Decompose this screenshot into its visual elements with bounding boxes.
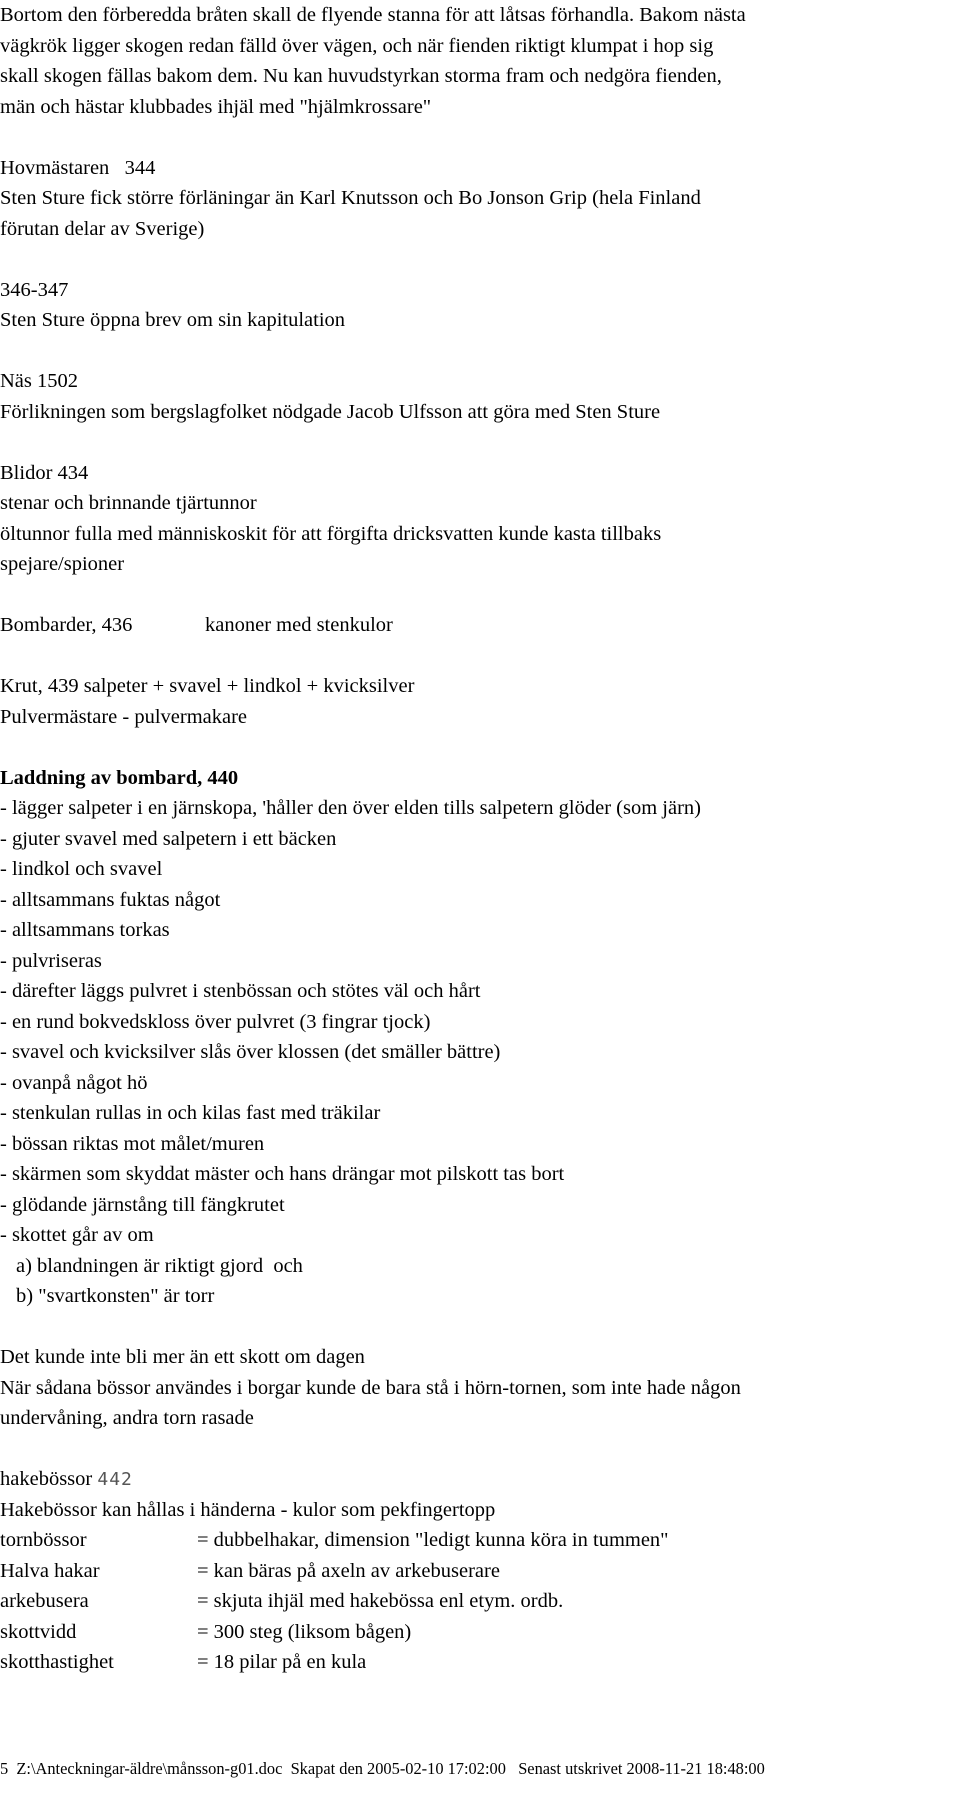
section-heading: Laddning av bombard, 440 bbox=[0, 766, 239, 789]
definition-value: = 300 steg (liksom bågen) bbox=[197, 1620, 412, 1643]
definition-row bbox=[0, 1525, 958, 1556]
text-line: förutan delar av Sverige) bbox=[0, 217, 205, 240]
text-line: Sten Sture öppna brev om sin kapitulation bbox=[0, 309, 346, 331]
footer-page-number: 5 bbox=[0, 1759, 9, 1778]
definition-row bbox=[0, 1586, 958, 1617]
text-line: stenar och brinnande tjärtunnor bbox=[0, 492, 257, 514]
list-item: - glödande järnstång till fängkrutet bbox=[0, 1193, 285, 1216]
definition-row bbox=[0, 1647, 958, 1678]
definition-term: tornbössor bbox=[0, 1529, 87, 1551]
definition-term: skottvidd bbox=[0, 1620, 77, 1643]
blidor-section bbox=[0, 458, 958, 580]
list-item: - lindkol och svavel bbox=[0, 858, 163, 880]
text-line: Förlikningen som bergslagfolket nödgade Jacob Ulfsson att göra med Sten Sture bbox=[0, 400, 661, 423]
text-line: öltunnor fulla med människoskit för att förgifta dricksvatten kunde kasta tillbaks bbox=[0, 522, 662, 545]
list-item: - skärmen som skyddat mäster och hans drängar mot pilskott tas bort bbox=[0, 1163, 565, 1185]
bombarder-line bbox=[0, 610, 958, 641]
footer-created: Skapat den 2005-02-10 17:02:00 bbox=[290, 1759, 506, 1778]
text-line: Bortom den förberedda bråten skall de flyende stanna för att låtsas förhandla. Bakom nästa bbox=[0, 4, 746, 26]
text-line: Hakebössor kan hållas i händerna - kulor som pekfingertopp bbox=[0, 1498, 496, 1521]
section-heading: Blidor 434 bbox=[0, 461, 89, 484]
section-heading: Hovmästaren 344 bbox=[0, 156, 156, 179]
hakebossor-heading bbox=[0, 1464, 958, 1495]
list-item: - stenkulan rullas in och kilas fast med träkilar bbox=[0, 1102, 381, 1124]
brev-section bbox=[0, 275, 958, 336]
hovmastaren-section bbox=[0, 153, 958, 245]
text-line: Krut, 439 salpeter + svavel + lindkol + kvicksilver bbox=[0, 675, 415, 697]
skott-section bbox=[0, 1342, 958, 1434]
list-item: - lägger salpeter i en järnskopa, 'håller den över elden tills salpetern glöder (som järn) bbox=[0, 797, 702, 819]
bombarder-section bbox=[0, 610, 958, 641]
krut-section bbox=[0, 671, 958, 732]
list-item: - svavel och kvicksilver slås över klossen (det smäller bättre) bbox=[0, 1041, 501, 1063]
list-item: - en rund bokvedskloss över pulvret (3 fingrar tjock) bbox=[0, 1010, 431, 1033]
list-item: - pulvriseras bbox=[0, 949, 102, 972]
text-line: När sådana bössor användes i borgar kunde de bara stå i hörn-tornen, som inte hade någon bbox=[0, 1376, 741, 1399]
definition-value: = skjuta ihjäl med hakebössa enl etym. ordb. bbox=[197, 1590, 564, 1612]
definition-term: skotthastighet bbox=[0, 1651, 114, 1673]
list-item: - alltsammans fuktas något bbox=[0, 888, 221, 911]
section-heading: Näs 1502 bbox=[0, 370, 79, 392]
text-line: män och hästar klubbades ihjäl med "hjälmkrossare" bbox=[0, 95, 432, 118]
list-item: - ovanpå något hö bbox=[0, 1071, 148, 1094]
intro-paragraph bbox=[0, 0, 958, 122]
text-line: vägkrök ligger skogen redan fälld över vägen, och när fienden riktigt klumpat i hop sig bbox=[0, 34, 714, 57]
definition-value: = dubbelhakar, dimension "ledigt kunna köra in tummen" bbox=[197, 1529, 669, 1551]
hakebossor-section bbox=[0, 1464, 958, 1678]
footer-printed: Senast utskrivet 2008-11-21 18:48:00 bbox=[518, 1759, 765, 1778]
definition-row bbox=[0, 1556, 958, 1587]
definition-term: Halva hakar bbox=[0, 1559, 100, 1582]
text-line: Det kunde inte bli mer än ett skott om dagen bbox=[0, 1346, 365, 1368]
bombarder-desc: kanoner med stenkulor bbox=[205, 614, 393, 636]
nas-section bbox=[0, 366, 958, 427]
text-line: Sten Sture fick större förläningar än Karl Knutsson och Bo Jonson Grip (hela Finland bbox=[0, 187, 701, 209]
page-footer bbox=[0, 1758, 960, 1780]
laddning-section bbox=[0, 763, 958, 1312]
text-line: spejare/spioner bbox=[0, 553, 125, 575]
list-item: - därefter läggs pulvret i stenbössan och stötes väl och hårt bbox=[0, 980, 481, 1002]
hakebossor-page-ref: 442 bbox=[97, 1469, 133, 1490]
definition-value: = 18 pilar på en kula bbox=[197, 1651, 367, 1673]
definition-term: arkebusera bbox=[0, 1590, 89, 1612]
list-item: - gjuter svavel med salpetern i ett bäcken bbox=[0, 827, 337, 850]
definition-row bbox=[0, 1617, 958, 1648]
text-line: skall skogen fällas bakom dem. Nu kan huvudstyrkan storma fram och nedgöra fienden, bbox=[0, 65, 722, 87]
footer-file-path: Z:\Anteckningar-äldre\månsson-g01.doc bbox=[16, 1759, 283, 1778]
hakebossor-label: hakebössor bbox=[0, 1468, 93, 1490]
list-item: - alltsammans torkas bbox=[0, 919, 170, 941]
list-item: - skottet går av om bbox=[0, 1224, 154, 1246]
text-line: Pulvermästare - pulvermakare bbox=[0, 705, 248, 728]
text-line: undervåning, andra torn rasade bbox=[0, 1407, 254, 1429]
section-heading: 346-347 bbox=[0, 278, 69, 301]
condition-item: b) "svartkonsten" är torr bbox=[16, 1285, 215, 1307]
bombarder-term: Bombarder, 436 bbox=[0, 614, 133, 636]
definition-value: = kan bäras på axeln av arkebuserare bbox=[197, 1559, 500, 1582]
list-item: - bössan riktas mot målet/muren bbox=[0, 1132, 265, 1155]
condition-item: a) blandningen är riktigt gjord och bbox=[16, 1254, 303, 1277]
